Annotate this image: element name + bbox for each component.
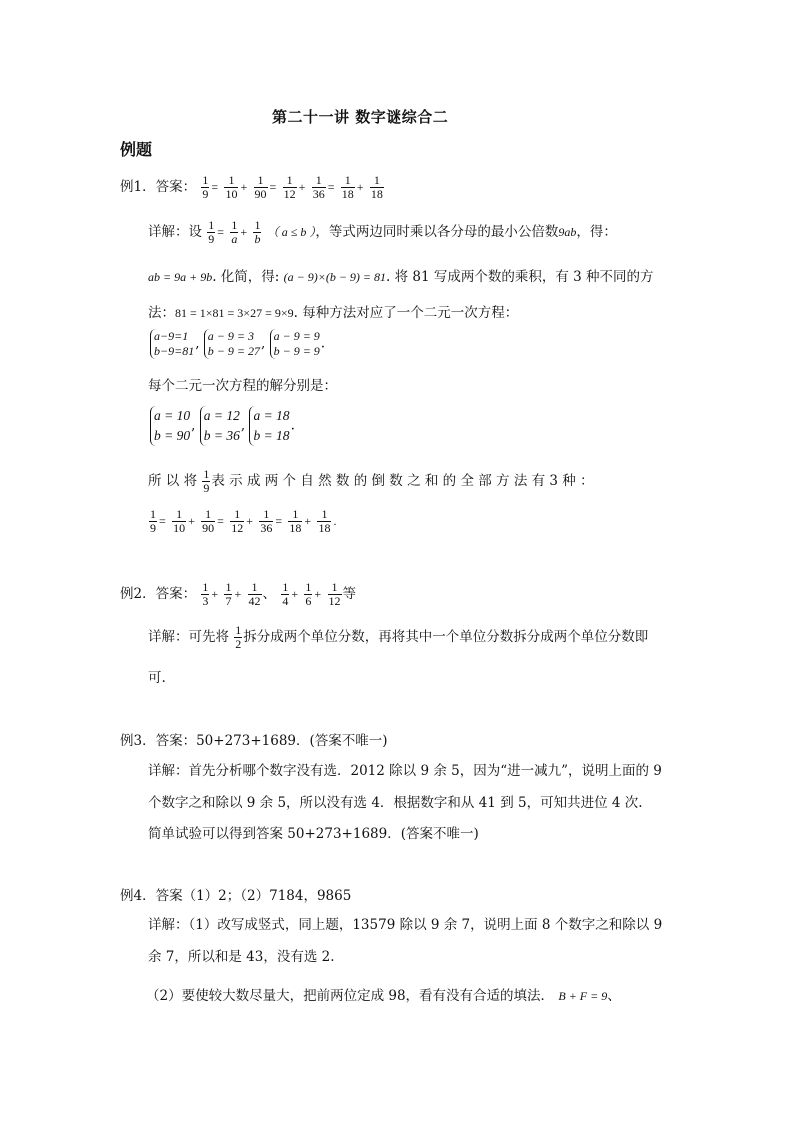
example-4-line-3: （2）要使较大数尽量大，把前两位定成 98，看有没有合适的填法． B + F = 9、 <box>146 988 621 1004</box>
example-3-answer: 例3．答案：50+273+1689．(答案不唯一) <box>120 733 388 749</box>
fraction: $\frac{1}{9}$ <box>150 507 156 535</box>
fraction: $\frac{1}{18}$ <box>341 173 354 201</box>
page-title: 第二十一讲 数字谜综合二 <box>272 108 449 126</box>
fraction: $\frac{1}{a}$ <box>231 218 238 246</box>
example-1-answer: 例1．答案： $\frac{1}{9}$ = $\frac{1}{10}$ + $\frac{1}{90}$ = $\frac{1}{12}$ + $\frac{1}{36}$ = $\frac{1}{18}$ + $\frac{1}{18}$ <box>120 173 383 201</box>
example-label: 例3． <box>120 733 156 749</box>
fraction: $\frac{1}{12}$ <box>328 580 341 608</box>
fraction: $\frac{1}{9}$ <box>203 467 210 495</box>
example-1-detail-line-2: ab = 9a + 9b. 化简，得: (a − 9)×(b − 9) = 81. 将 81 写成两个数的乘积，有 3 种不同的方 <box>148 269 654 285</box>
fraction: $\frac{1}{7}$ <box>225 580 232 608</box>
example-2-answer: 例2．答案： $\frac{1}{3}$ + $\frac{1}{7}$ + $\frac{1}{42}$ 、 $\frac{1}{4}$ + $\frac{1}{6}$ + $\frac{1}{12}$ 等 <box>120 580 356 608</box>
fraction: $\frac{1}{90}$ <box>202 507 215 535</box>
fraction: $\frac{1}{42}$ <box>248 580 261 608</box>
fraction: $\frac{1}{10}$ <box>173 507 186 535</box>
solution-systems: a = 10 b = 90 , a = 12 b = 36 , a = 18 b = 18 . <box>150 406 295 446</box>
example-3-line-3: 简单试验可以得到答案 50+273+1689．(答案不唯一) <box>148 826 479 842</box>
fraction: $\frac{1}{90}$ <box>254 173 267 201</box>
example-2-detail-end: 可. <box>148 670 166 686</box>
example-3-line-1: 详解：首先分析哪个数字没有选．2012 除以 9 余 5，因为“进一减九”，说明上面的 9 <box>148 763 662 779</box>
solution-system: a = 12 b = 36 <box>200 406 240 446</box>
fraction: $\frac{1}{6}$ <box>305 580 312 608</box>
solution-system: a = 10 b = 90 <box>150 406 190 446</box>
fraction: $\frac{1}{36}$ <box>260 507 273 535</box>
example-label: 例4． <box>120 888 156 904</box>
fraction: $\frac{1}{10}$ <box>225 173 238 201</box>
equation-system: a−9=1 b−9=81 <box>150 329 194 359</box>
example-1-detail-line-3: 法：81 = 1×81 = 3×27 = 9×9. 每种方法对应了一个二元一次方程： <box>148 305 519 321</box>
answer-prefix: 答案： <box>155 179 197 195</box>
fraction: $\frac{1}{12}$ <box>283 173 296 201</box>
solutions-intro: 每个二元一次方程的解分别是： <box>148 378 337 394</box>
example-label: 例1． <box>120 179 156 195</box>
example-1-final-equation: $\frac{1}{9}$ = $\frac{1}{10}$ + $\frac{1}{90}$ = $\frac{1}{12}$ + $\frac{1}{36}$ = $\frac{1}{18}$ + $\frac{1}{18}$ . <box>150 507 337 535</box>
equation-systems: a−9=1 b−9=81 , a − 9 = 3 b − 9 = 27 , a − 9 = 9 b − 9 = 9 . <box>150 329 325 359</box>
fraction: $\frac{1}{9}$ <box>208 218 215 246</box>
fraction: $\frac{1}{12}$ <box>231 507 244 535</box>
equation-system: a − 9 = 9 b − 9 = 9 <box>270 329 320 359</box>
fraction: $\frac{1}{9}$ <box>202 173 209 201</box>
example-1-detail-line-1: 详解：设 $\frac{1}{9}$ = $\frac{1}{a}$ + $\frac{1}{b}$ （ a ≤ b ），等式两边同时乘以各分母的最小公倍数9ab，得： <box>148 218 617 246</box>
example-1-conclusion: 所 以 将 $\frac{1}{9}$ 表 示 成 两 个 自 然 数 的 倒 数 之 和 的 全 部 方 法 有 3 种 ： <box>148 467 594 495</box>
fraction: $\frac{1}{4}$ <box>282 580 289 608</box>
example-label: 例2． <box>120 586 156 602</box>
fraction: $\frac{1}{36}$ <box>312 173 325 201</box>
equation-system: a − 9 = 3 b − 9 = 27 <box>204 329 260 359</box>
example-2-detail: 详解：可先将 $\frac{1}{2}$ 拆分成两个单位分数，再将其中一个单位分数拆分成两个单位分数即 <box>148 623 649 651</box>
fraction: $\frac{1}{18}$ <box>289 507 302 535</box>
fraction: $\frac{1}{3}$ <box>202 580 209 608</box>
section-heading: 例题 <box>120 140 153 159</box>
fraction: $\frac{1}{18}$ <box>370 173 383 201</box>
example-4-answer: 例4．答案（1）2；（2）7184，9865 <box>120 888 352 904</box>
fraction: $\frac{1}{b}$ <box>254 218 261 246</box>
fraction: $\frac{1}{2}$ <box>235 623 242 651</box>
solution-system: a = 18 b = 18 <box>249 406 289 446</box>
fraction: $\frac{1}{18}$ <box>318 507 331 535</box>
example-3-line-2: 个数字之和除以 9 余 5，所以没有选 4．根据数字和从 41 到 5，可知共进位 4 次. <box>148 795 643 811</box>
example-4-line-2: 余 7，所以和是 43，没有选 2. <box>148 949 335 965</box>
example-4-line-1: 详解：（1）改写成竖式，同上题，13579 除以 9 余 7，说明上面 8 个数字之和除以 9 <box>148 917 663 933</box>
